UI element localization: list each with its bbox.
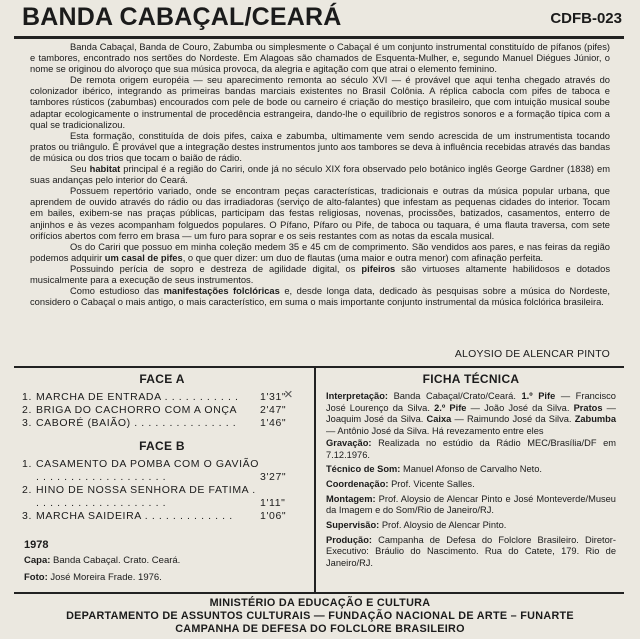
header	[0, 0, 640, 40]
essay-paragraph: Banda Cabaçal, Banda de Couro, Zabumba ou simplesmente o Cabaçal é um conjunto instrumental constituído de pífanos (pifes) e tambores, encontrado nos sertões do Nordeste. Em Alagoas são chamados de Esquenta-Mulher, e, segundo Manuel Diégues Júnior, o nome se originou do alvoroço que sua música provoca, da alegria e agitação com que atrai o elemento feminino.	[30, 42, 610, 75]
album-title: BANDA CABAÇAL/CEARÁ	[22, 3, 342, 31]
essay-paragraph: Os do Cariri que possuo em minha coleção medem 35 e 45 cm de comprimento. São vendidos aos pares, e nas feiras da região podemos adquirir um casal de pifes, o que quer dizer: um duo de flautas (uma maior e outra menor) com afinação perfeita.	[30, 241, 610, 263]
footer-ministry: MINISTÉRIO DA EDUCAÇÃO E CULTURA	[209, 597, 431, 609]
essay-paragraph: Possuem repertório variado, onde se encontram peças características, tradicionais e outras da música popular urbana, que aprendem de ouvido através do rádio ou das irradiadoras (serviço de alto-falantes) que infestam as pequenas cidades do interior. Tocam em bailes, exibem-se nas praças públicas, participam das festas religiosas, novenas, procissões, batizados, casamentos, enterro de anjinhos e às vezes acompanham folguedos populares. O Pífano, Pífaro ou Pife, de taboca ou taquara, é uma flauta traversa, com sete orifícios abertos com ferro em brasa — um furo para soprar e os seis restantes com as notas da escala musical.	[30, 186, 610, 241]
ficha-supervisao: Supervisão: Prof. Aloysio de Alencar Pinto.	[326, 520, 507, 531]
track-row: 1. MARCHA DE ENTRADA . . . . . . . . . . . 1'31" ×	[22, 386, 294, 403]
publisher-footer	[0, 597, 640, 636]
photo-credit: Foto: José Moreira Frade. 1976.	[24, 572, 162, 583]
footer-campaign: CAMPANHA DE DEFESA DO FOLCLORE BRASILEIRO	[175, 623, 465, 635]
author-signature: ALOYSIO DE ALENCAR PINTO	[454, 348, 610, 360]
technical-sheet	[326, 372, 616, 573]
track-title: HINO DE NOSSA SENHORA DE FATIMA . . . . . . . . . . . . . . . . . . . .	[36, 484, 256, 509]
middle-divider	[14, 366, 624, 368]
track-title: BRIGA DO CACHORRO COM A ONÇA	[36, 404, 238, 416]
track-row: 3. CABORÉ (BAIÃO) . . . . . . . . . . . . . . . 1'46"	[22, 417, 287, 429]
essay-paragraph: Possuindo perícia de sopro e destreza de agilidade digital, os pifeiros são virtuoses altamente habilidosos e dotados musicalmente para a execução de seus instrumentos.	[30, 263, 610, 285]
track-duration: 1'46"	[260, 417, 287, 429]
essay-paragraph: Como estudioso das manifestações folclóricas e, desde longa data, dedicado às pesquisas sobre a música do Nordeste, considero o Cabaçal o mais antigo, o mais característico, em suma o mais importante conjunto instrumental da música folclórica brasileira.	[30, 286, 610, 308]
essay-paragraph: Seu habitat principal é a região do Cariri, onde já no século XIX fora observado pelo botânico inglês George Gardner (1838) em suas andanças pelo interior do Ceará.	[30, 164, 610, 186]
release-year: 1978	[24, 539, 49, 551]
ficha-montagem: Montagem: Prof. Aloysio de Alencar Pinto e José Monteverde/Museu da Imagem e do Som/Rio de Janeiro/RJ.	[326, 493, 616, 516]
top-divider	[14, 36, 624, 39]
track-row: 1. CASAMENTO DA POMBA COM O GAVIÃO . . . . . . . . . . . . . . . . . . . 3'27"	[22, 458, 287, 483]
track-title: CASAMENTO DA POMBA COM O GAVIÃO . . . . . . . . . . . . . . . . . . .	[36, 458, 260, 483]
track-duration: 1'31"	[260, 391, 287, 403]
footer-department: DEPARTAMENTO DE ASSUNTOS CULTURAIS — FUNDAÇÃO NACIONAL DE ARTE – FUNARTE	[66, 610, 574, 622]
ficha-gravacao: Gravação: Realizada no estúdio da Rádio MEC/Brasília/DF em 7.12.1976.	[326, 437, 616, 460]
ficha-tecnico: Técnico de Som: Manuel Afonso de Carvalho Neto.	[326, 464, 543, 475]
essay-paragraph: Esta formação, constituída de dois pifes, caixa e zabumba, ultimamente vem sendo acrescida de um instrumentista tocando pratos ou triângulo. É provável que a integração destes instrumentos junto aos tambores se deva à influência recebidas através das bandas de música ou dos trios que tocam o baião de rádio.	[30, 130, 610, 163]
face-b-heading: FACE B	[139, 439, 185, 453]
cover-credit: Capa: Banda Cabaçal. Crato. Ceará.	[24, 555, 181, 566]
track-title: CABORÉ (BAIÃO) . . . . . . . . . . . . . . .	[36, 417, 237, 429]
bottom-divider	[14, 592, 624, 594]
track-duration: 1'06"	[260, 510, 287, 522]
track-title: MARCHA SAIDEIRA . . . . . . . . . . . . .	[36, 510, 233, 522]
face-a-heading: FACE A	[139, 372, 185, 386]
ficha-interpretacao: Interpretação: Banda Cabaçal/Crato/Ceará. 1.º Pife — Francisco José Lourenço da Silva. 2.º Pife — João José da Silva. Pratos — Joaquim José da Silva. Caixa — Raimundo José da Silva. Zabumba — Antônio José da Silva. Há revezamento entre eles	[326, 391, 617, 437]
ficha-producao: Produção: Campanha de Defesa do Folclore Brasileiro. Diretor-Executivo: Bráulio do Nascimento. Rua do Catete, 179. Rio de Janeiro/RJ.	[326, 534, 616, 569]
catalog-code: CDFB-023	[550, 10, 622, 27]
track-duration: 3'27"	[260, 471, 287, 483]
essay-paragraph: De remota origem européia — seu aparecimento remonta ao século XVI — é provável que aqui tenha chegado através do colonizador ibérico, integrando as primeiras bandas marciais existentes no Brasil Colônia. A réplica cabocla com pifes de taboca e tambores rústicos (zabumbas) encourados com pele de bode ou carneiro é criação do mestiço brasileiro, que com intuição musical soube adaptar ecologicamente o instrumental de procedência estrangeira, dando-lhe o equilíbrio de registros sonoros e a formação típica com a qual se tradicionalizou.	[30, 75, 610, 130]
ficha-coordenacao: Coordenação: Prof. Vicente Salles.	[326, 478, 475, 489]
column-divider	[314, 368, 316, 592]
track-title: MARCHA DE ENTRADA . . . . . . . . . . .	[36, 391, 239, 403]
ficha-heading: FICHA TÉCNICA	[422, 372, 520, 386]
track-duration: 2'47"	[260, 404, 287, 416]
tracklist	[22, 372, 302, 585]
ficha-body	[326, 391, 616, 570]
track-row: 2. HINO DE NOSSA SENHORA DE FATIMA . . . . . . . . . . . . . . . . . . . . 1'11"	[22, 484, 286, 509]
track-duration: 1'11"	[260, 497, 286, 509]
liner-notes	[30, 42, 610, 308]
track-row: 3. MARCHA SAIDEIRA . . . . . . . . . . . . . 1'06"	[22, 510, 287, 522]
pen-mark-icon: ×	[284, 386, 294, 403]
track-row: 2. BRIGA DO CACHORRO COM A ONÇA 2'47"	[22, 404, 287, 416]
